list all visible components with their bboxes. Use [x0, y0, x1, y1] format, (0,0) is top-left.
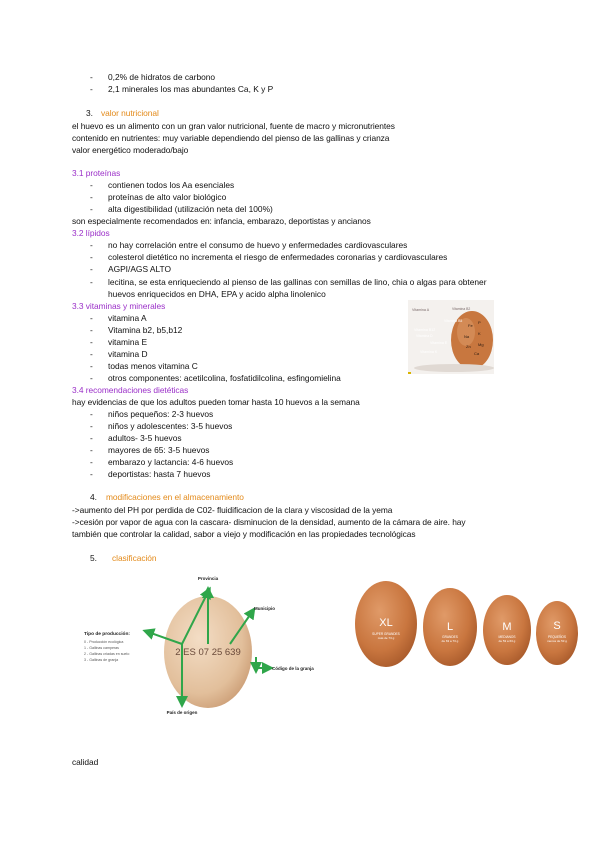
list-item: no hay correlación entre el consumo de huevo y enfermedades cardiovasculares	[108, 240, 408, 250]
paragraph-line: valor energético moderado/bajo	[72, 145, 189, 155]
egg-size-xl	[355, 581, 417, 667]
list-item: todas menos vitamina C	[108, 361, 198, 371]
list-item: niños y adolescentes: 3-5 huevos	[108, 421, 233, 431]
paragraph-line: ->cesión por vapor de agua con la cascara- disminucion de la densidad, aumento de la cámara de aire. hay	[72, 517, 466, 527]
bullet: -	[90, 433, 93, 443]
section-heading: modificaciones en el almacenamiento	[106, 492, 244, 502]
bullet: -	[90, 445, 93, 455]
bullet: -	[90, 264, 93, 274]
vitamin-label: Vitamina K	[420, 350, 438, 354]
subsection-heading: 3.4 recomendaciones dietéticas	[72, 385, 189, 395]
bullet: -	[90, 457, 93, 467]
bullet: -	[90, 313, 93, 323]
bullet: -	[90, 325, 93, 335]
egg-sizes-image	[352, 574, 584, 670]
list-item: contienen todos los Aa esenciales	[108, 180, 235, 190]
tipo-item: 1 - Gallinas camperas	[84, 646, 119, 650]
list-item: colesterol dietético no incrementa el riesgo de enfermedades coronarias y cardiovasculares	[108, 252, 448, 262]
bullet: -	[90, 361, 93, 371]
egg-size-s	[536, 601, 578, 665]
size-name: PEQUEÑOS	[547, 635, 567, 639]
bullet: -	[90, 72, 93, 82]
list-item: adultos- 3-5 huevos	[108, 433, 182, 443]
list-item: mayores de 65: 3-5 huevos	[108, 445, 210, 455]
paragraph-line: contenido en nutrientes: muy variable dependiendo del pienso de las gallinas y crianza	[72, 133, 390, 143]
section-heading: valor nutricional	[101, 108, 159, 118]
size-weight: más de 73 g	[377, 636, 395, 640]
size-letter: XL	[379, 617, 393, 629]
paragraph-line: ->aumento del PH por perdida de C02- fluidificacion de la clara y viscosidad de la yema	[72, 505, 393, 515]
label-pais: País de origen	[166, 710, 198, 715]
tipo-item: 3 - Gallinas de granja	[84, 658, 119, 662]
egg-code: 2 ES 07 25 639	[175, 647, 241, 658]
bullet: -	[90, 180, 93, 190]
mineral-label: Na	[464, 334, 470, 339]
bullet: -	[90, 337, 93, 347]
list-item: Vitamina b2, b5,b12	[108, 325, 183, 335]
vitamin-egg-image	[408, 300, 494, 374]
subsection-heading: 3.3 vitaminas y minerales	[72, 301, 166, 311]
bullet: -	[90, 349, 93, 359]
size-name: GRANDES	[442, 635, 458, 639]
size-letter: S	[553, 620, 561, 632]
vitamin-label: Vitamina D	[416, 334, 433, 338]
size-letter: M	[502, 621, 512, 633]
vitamin-label: Vitamina B5	[444, 319, 463, 323]
list-item: deportistas: hasta 7 huevos	[108, 469, 211, 479]
bullet: -	[90, 192, 93, 202]
subsection-heading: 3.2 lípidos	[72, 228, 110, 238]
list-item: alta digestibilidad (utilización neta del 100%)	[108, 204, 273, 214]
bullet: -	[90, 84, 93, 94]
label-municipio: Municipio	[254, 606, 275, 611]
bullet: -	[90, 277, 93, 287]
size-weight: de 53 a 63 g	[498, 639, 516, 643]
vitamin-label: Vitamina E	[430, 341, 448, 345]
egg-code-diagram	[80, 570, 340, 720]
tipo-item: 2 - Gallinas criadas en suelo	[84, 652, 130, 656]
paragraph-line: también que controlar la calidad, sabor a viejo y modificación en las propiedades tecnológicas	[72, 529, 416, 539]
calidad-heading: calidad	[72, 757, 99, 767]
size-name: SUPER GRANDES	[372, 632, 400, 636]
mineral-label: Zn	[466, 344, 471, 349]
section-heading: clasificación	[112, 553, 157, 563]
section-number: 5.	[90, 553, 97, 563]
bullet: -	[90, 373, 93, 383]
bullet: -	[90, 409, 93, 419]
list-item: huevos enriquecidos en DHA, EPA y acido alpha linolenico	[108, 289, 326, 299]
paragraph-line: el huevo es un alimento con un gran valor nutricional, fuente de macro y micronutrientes	[72, 121, 395, 131]
mineral-label: K	[478, 331, 481, 336]
list-item: embarazo y lactancia: 4-6 huevos	[108, 457, 234, 467]
section-number: 4.	[90, 492, 97, 502]
mineral-label: Mg	[478, 342, 484, 347]
list-item: 2,1 minerales los mas abundantes Ca, K y P	[108, 84, 274, 94]
size-letter: L	[446, 621, 454, 633]
mineral-label: Fe	[468, 323, 473, 328]
size-weight: menos de 53 g	[547, 639, 567, 643]
list-item: otros componentes: acetilcolina, fosfatidilcolina, esfingomielina	[108, 373, 341, 383]
list-item: niños pequeños: 2-3 huevos	[108, 409, 214, 419]
label-provincia: Provincia	[197, 576, 219, 581]
size-name: MEDIANOS	[498, 635, 516, 639]
list-item: vitamina D	[108, 349, 148, 359]
bullet: -	[90, 240, 93, 250]
bullet: -	[90, 421, 93, 431]
egg-size-l	[423, 588, 477, 666]
label-granja: Código de la granja	[272, 666, 314, 671]
vitamin-label: Vitamina A	[412, 308, 430, 312]
tipo-title: Tipo de producción:	[84, 632, 131, 637]
bullet: -	[90, 252, 93, 262]
paragraph-line: hay evidencias de que los adultos pueden tomar hasta 10 huevos a la semana	[72, 397, 360, 407]
tipo-item: 0 - Producción ecológica	[84, 640, 124, 644]
mineral-label: Ca	[474, 351, 480, 356]
list-item: proteínas de alto valor biológico	[108, 192, 227, 202]
bullet: -	[90, 469, 93, 479]
paragraph-line: son especialmente recomendados en: infancia, embarazo, deportistas y ancianos	[72, 216, 371, 226]
list-item: lecitina, se esta enriqueciendo al pienso de las gallinas con semillas de lino, chia o algas para obtener	[108, 277, 487, 287]
vitamin-label: Vitamina B12	[414, 328, 436, 332]
list-item: vitamina E	[108, 337, 148, 347]
list-item: vitamina A	[108, 313, 147, 323]
bullet: -	[90, 204, 93, 214]
egg-size-m	[483, 595, 531, 665]
vitamin-label: Vitamina B2	[452, 307, 471, 311]
size-weight: de 63 a 73 g	[441, 639, 459, 643]
subsection-heading: 3.1 proteínas	[72, 168, 121, 178]
list-item: AGPI/AGS ALTO	[108, 264, 171, 274]
mineral-label: P	[478, 320, 481, 325]
list-item: 0,2% de hidratos de carbono	[108, 72, 216, 82]
section-number: 3.	[86, 108, 93, 118]
